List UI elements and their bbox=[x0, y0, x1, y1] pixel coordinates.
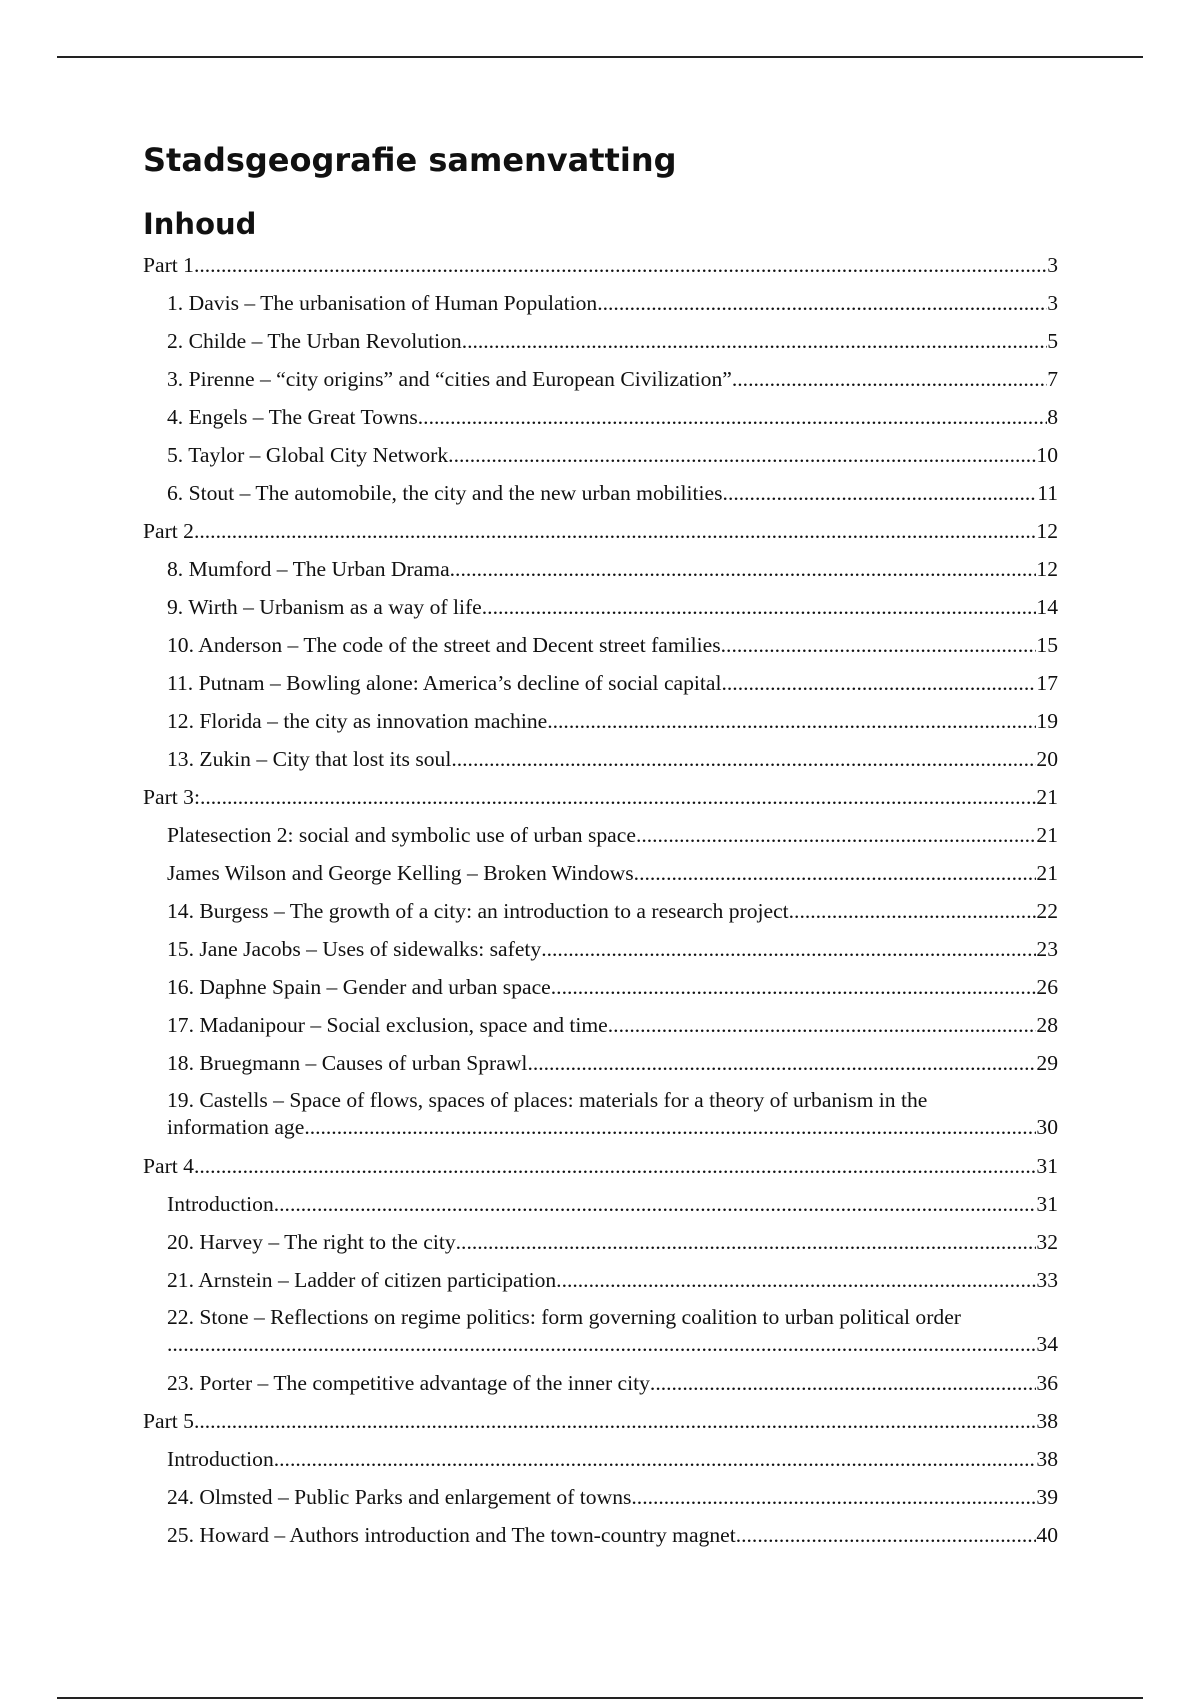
toc-entry-title: 2. Childe – The Urban Revolution bbox=[167, 329, 462, 353]
toc-chapter-entry[interactable] bbox=[143, 1299, 1058, 1364]
dot-leader bbox=[597, 284, 1047, 322]
toc-page-number: 15 bbox=[1036, 633, 1058, 657]
dot-leader bbox=[450, 550, 1037, 588]
toc-chapter-entry[interactable] bbox=[143, 1364, 1058, 1402]
toc-entry-title: 9. Wirth – Urbanism as a way of life bbox=[167, 595, 482, 619]
toc-page-number: 22 bbox=[1036, 899, 1058, 923]
toc-entry-title: 20. Harvey – The right to the city bbox=[167, 1230, 456, 1254]
dot-leader bbox=[789, 892, 1037, 930]
toc-entry-title: Part 2 bbox=[143, 519, 194, 543]
toc-page-number: 12 bbox=[1036, 557, 1058, 581]
toc-heading: Inhoud bbox=[143, 207, 257, 241]
toc-chapter-entry[interactable] bbox=[143, 1185, 1058, 1223]
toc-entry-title: 10. Anderson – The code of the street and Decent street families bbox=[167, 633, 721, 657]
dot-leader bbox=[527, 1044, 1036, 1082]
toc-entry-title: 23. Porter – The competitive advantage of the inner city bbox=[167, 1371, 650, 1395]
toc-page-number: 5 bbox=[1047, 329, 1058, 353]
toc-page-number: 21 bbox=[1036, 861, 1058, 885]
toc-chapter-entry[interactable] bbox=[143, 550, 1058, 588]
toc-entry-title: 22. Stone – Reflections on regime politics: form governing coalition to urban political order bbox=[167, 1305, 961, 1329]
toc-entry-title: 11. Putnam – Bowling alone: America’s decline of social capital bbox=[167, 671, 722, 695]
toc-chapter-entry[interactable] bbox=[143, 892, 1058, 930]
dot-leader bbox=[274, 1440, 1037, 1478]
dot-leader bbox=[194, 246, 1047, 284]
dot-leader bbox=[194, 1402, 1036, 1440]
dot-leader bbox=[167, 1331, 1036, 1358]
toc-entry-title: James Wilson and George Kelling – Broken Windows bbox=[167, 861, 634, 885]
toc-entry-title: Platesection 2: social and symbolic use of urban space bbox=[167, 823, 636, 847]
toc-chapter-entry[interactable] bbox=[143, 626, 1058, 664]
toc-entry-title-continued: information age bbox=[167, 1115, 305, 1139]
toc-page-number: 34 bbox=[1036, 1332, 1058, 1356]
dot-leader bbox=[634, 854, 1037, 892]
dot-leader bbox=[462, 322, 1048, 360]
toc-entry-title: 24. Olmsted – Public Parks and enlargement of towns bbox=[167, 1485, 632, 1509]
toc-page-number: 40 bbox=[1036, 1523, 1058, 1547]
toc-chapter-entry[interactable] bbox=[143, 1082, 1058, 1147]
footer-rule bbox=[57, 1697, 1143, 1699]
toc-page-number: 11 bbox=[1037, 481, 1058, 505]
toc-chapter-entry[interactable] bbox=[143, 816, 1058, 854]
dot-leader bbox=[723, 474, 1038, 512]
toc-chapter-entry[interactable] bbox=[143, 436, 1058, 474]
toc-page-number: 21 bbox=[1036, 823, 1058, 847]
toc-entry-title: Part 5 bbox=[143, 1409, 194, 1433]
toc-entry-title: 13. Zukin – City that lost its soul bbox=[167, 747, 452, 771]
toc-chapter-entry[interactable] bbox=[143, 1223, 1058, 1261]
toc-page-number: 33 bbox=[1036, 1268, 1058, 1292]
toc-entry-title: 6. Stout – The automobile, the city and the new urban mobilities bbox=[167, 481, 723, 505]
toc-chapter-entry[interactable] bbox=[143, 664, 1058, 702]
toc-entry-title: 12. Florida – the city as innovation machine bbox=[167, 709, 548, 733]
toc-part-entry[interactable] bbox=[143, 1402, 1058, 1440]
dot-leader bbox=[304, 1114, 1036, 1141]
toc-page-number: 20 bbox=[1036, 747, 1058, 771]
toc-part-entry[interactable] bbox=[143, 778, 1058, 816]
toc-part-entry[interactable] bbox=[143, 512, 1058, 550]
dot-leader bbox=[482, 588, 1037, 626]
toc-entry-title: 1. Davis – The urbanisation of Human Population bbox=[167, 291, 598, 315]
toc-entry-title: 15. Jane Jacobs – Uses of sidewalks: safety bbox=[167, 937, 542, 961]
toc-page-number: 19 bbox=[1036, 709, 1058, 733]
toc-entry-title: Part 4 bbox=[143, 1154, 194, 1178]
toc-chapter-entry[interactable] bbox=[143, 1516, 1058, 1554]
toc-chapter-entry[interactable] bbox=[143, 1261, 1058, 1299]
toc-entry-title: 14. Burgess – The growth of a city: an introduction to a research project bbox=[167, 899, 789, 923]
dot-leader bbox=[732, 360, 1047, 398]
dot-leader bbox=[541, 930, 1036, 968]
toc-chapter-entry[interactable] bbox=[143, 702, 1058, 740]
toc-chapter-entry[interactable] bbox=[143, 740, 1058, 778]
table-of-contents bbox=[143, 246, 1058, 1554]
toc-entry-title: 5. Taylor – Global City Network bbox=[167, 443, 449, 467]
toc-page-number: 38 bbox=[1036, 1409, 1058, 1433]
dot-leader bbox=[736, 1516, 1037, 1554]
toc-page-number: 29 bbox=[1036, 1051, 1058, 1075]
toc-page-number: 36 bbox=[1036, 1371, 1058, 1395]
toc-chapter-entry[interactable] bbox=[143, 1044, 1058, 1082]
toc-page-number: 30 bbox=[1036, 1115, 1058, 1139]
toc-entry-title: Introduction bbox=[167, 1192, 274, 1216]
toc-page-number: 10 bbox=[1036, 443, 1058, 467]
toc-chapter-entry[interactable] bbox=[143, 1006, 1058, 1044]
toc-part-entry[interactable] bbox=[143, 1147, 1058, 1185]
toc-chapter-entry[interactable] bbox=[143, 854, 1058, 892]
toc-entry-title: 25. Howard – Authors introduction and The town-country magnet bbox=[167, 1523, 736, 1547]
toc-part-entry[interactable] bbox=[143, 246, 1058, 284]
toc-page-number: 8 bbox=[1047, 405, 1058, 429]
toc-entry-title: 19. Castells – Space of flows, spaces of places: materials for a theory of urbanism in the bbox=[167, 1088, 928, 1112]
toc-entry-title: Part 1 bbox=[143, 253, 194, 277]
toc-chapter-entry[interactable] bbox=[143, 1478, 1058, 1516]
toc-chapter-entry[interactable] bbox=[143, 930, 1058, 968]
dot-leader bbox=[631, 1478, 1036, 1516]
toc-entry-title: Introduction bbox=[167, 1447, 274, 1471]
toc-chapter-entry[interactable] bbox=[143, 1440, 1058, 1478]
toc-chapter-entry[interactable] bbox=[143, 398, 1058, 436]
toc-page-number: 32 bbox=[1036, 1230, 1058, 1254]
toc-entry-title: 18. Bruegmann – Causes of urban Sprawl bbox=[167, 1051, 528, 1075]
dot-leader bbox=[636, 816, 1036, 854]
toc-entry-title: 3. Pirenne – “city origins” and “cities and European Civilization” bbox=[167, 367, 732, 391]
dot-leader bbox=[608, 1006, 1037, 1044]
toc-page-number: 12 bbox=[1036, 519, 1058, 543]
toc-chapter-entry[interactable] bbox=[143, 284, 1058, 322]
dot-leader bbox=[418, 398, 1047, 436]
dot-leader bbox=[722, 664, 1037, 702]
toc-page-number: 3 bbox=[1047, 253, 1058, 277]
toc-chapter-entry[interactable] bbox=[143, 360, 1058, 398]
toc-page-number: 26 bbox=[1036, 975, 1058, 999]
dot-leader bbox=[721, 626, 1037, 664]
toc-page-number: 3 bbox=[1047, 291, 1058, 315]
document-body bbox=[143, 138, 1058, 1554]
toc-entry-title: 16. Daphne Spain – Gender and urban space bbox=[167, 975, 551, 999]
toc-entry-title: 4. Engels – The Great Towns bbox=[167, 405, 418, 429]
dot-leader bbox=[456, 1223, 1037, 1261]
toc-entry-title: Part 3: bbox=[143, 785, 200, 809]
toc-page-number: 23 bbox=[1036, 937, 1058, 961]
toc-entry-title: 8. Mumford – The Urban Drama bbox=[167, 557, 450, 581]
dot-leader bbox=[451, 740, 1036, 778]
toc-page-number: 21 bbox=[1036, 785, 1058, 809]
dot-leader bbox=[194, 1147, 1036, 1185]
dot-leader bbox=[547, 702, 1036, 740]
dot-leader bbox=[200, 778, 1036, 816]
toc-page-number: 31 bbox=[1036, 1154, 1058, 1178]
dot-leader bbox=[194, 512, 1036, 550]
toc-entry-title: 17. Madanipour – Social exclusion, space and time bbox=[167, 1013, 608, 1037]
document-title: Stadsgeografie samenvatting bbox=[143, 141, 677, 179]
toc-page-number: 7 bbox=[1047, 367, 1058, 391]
toc-page-number: 38 bbox=[1036, 1447, 1058, 1471]
dot-leader bbox=[551, 968, 1037, 1006]
header-rule bbox=[57, 56, 1143, 58]
toc-page-number: 39 bbox=[1036, 1485, 1058, 1509]
toc-entry-title: 21. Arnstein – Ladder of citizen participation bbox=[167, 1268, 557, 1292]
dot-leader bbox=[556, 1261, 1036, 1299]
toc-page-number: 14 bbox=[1036, 595, 1058, 619]
toc-chapter-entry[interactable] bbox=[143, 588, 1058, 626]
toc-page-number: 28 bbox=[1036, 1013, 1058, 1037]
toc-chapter-entry[interactable] bbox=[143, 968, 1058, 1006]
toc-chapter-entry[interactable] bbox=[143, 474, 1058, 512]
toc-chapter-entry[interactable] bbox=[143, 322, 1058, 360]
toc-page-number: 17 bbox=[1036, 671, 1058, 695]
toc-page-number: 31 bbox=[1036, 1192, 1058, 1216]
dot-leader bbox=[650, 1364, 1036, 1402]
dot-leader bbox=[274, 1185, 1037, 1223]
dot-leader bbox=[448, 436, 1036, 474]
